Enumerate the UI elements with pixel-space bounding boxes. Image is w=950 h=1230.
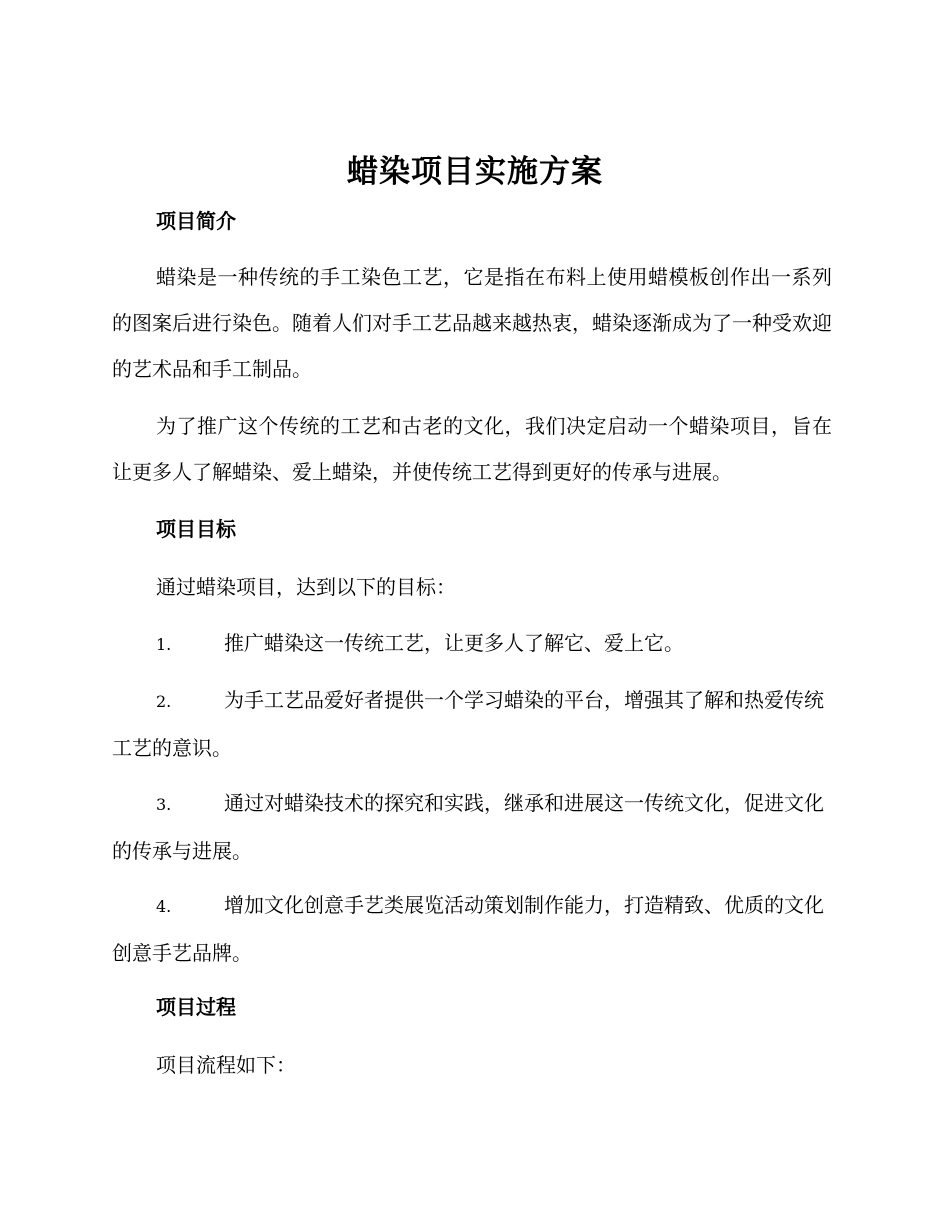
goal-list-item-4 (112, 882, 832, 976)
goal-list-item-3 (112, 780, 832, 874)
list-number: 4. (156, 897, 172, 916)
list-item-text: 通过对蜡染技术的探究和实践，继承和进展这一传统文化，促进文化的传承与进展。 (112, 791, 824, 863)
list-item-text: 增加文化创意手艺类展览活动策划制作能力，打造精致、优质的文化创意手艺品牌。 (112, 893, 824, 965)
intro-paragraph-1: 蜡染是一种传统的手工染色工艺，它是指在布料上使用蜡模板创作出一系列的图案后进行染色。随着人们对手工艺品越来越热衷，蜡染逐渐成为了一种受欢迎的艺术品和手工制品。 (112, 265, 832, 381)
list-item-text: 为手工艺品爱好者提供一个学习蜡染的平台，增强其了解和热爱传统工艺的意识。 (112, 688, 824, 760)
goal-list-item-2 (112, 677, 832, 771)
goals-lead-text: 通过蜡染项目，达到以下的目标： (156, 575, 456, 599)
list-number: 3. (156, 795, 172, 814)
section-heading-process: 项目过程 (156, 995, 236, 1019)
list-number: 2. (156, 692, 172, 711)
section-heading-goals: 项目目标 (156, 517, 236, 541)
list-item-text: 推广蜡染这一传统工艺，让更多人了解它、爱上它。 (224, 631, 684, 655)
list-number: 1. (156, 635, 172, 654)
section-heading-intro: 项目简介 (156, 209, 236, 233)
goal-list-item-1 (112, 620, 832, 668)
document-title: 蜡染项目实施方案 (347, 154, 603, 190)
intro-paragraph-2: 为了推广这个传统的工艺和古老的文化，我们决定启动一个蜡染项目，旨在让更多人了解蜡染、爱上蜡染，并使传统工艺得到更好的传承与进展。 (112, 414, 832, 484)
process-lead-text: 项目流程如下： (156, 1053, 296, 1077)
